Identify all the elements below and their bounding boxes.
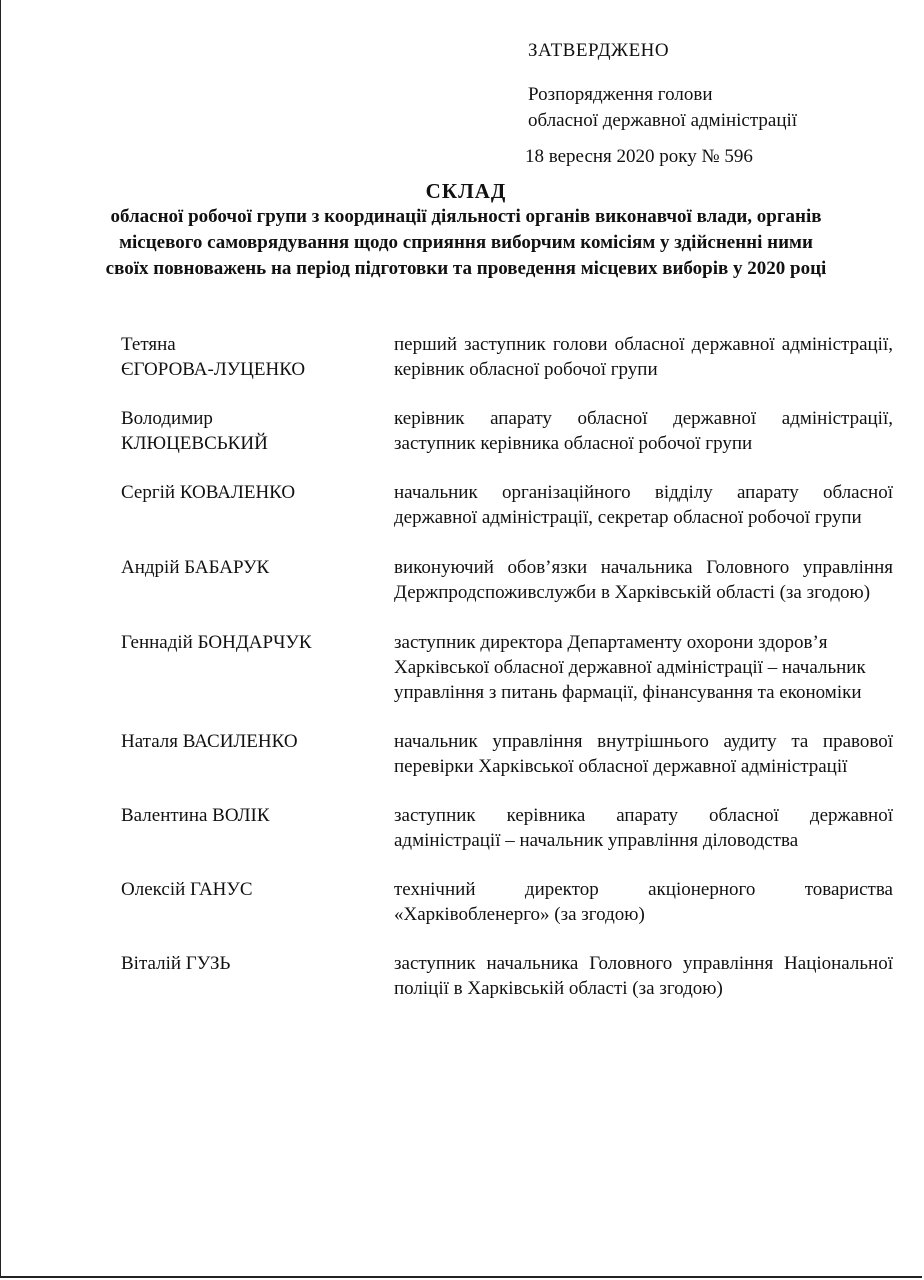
- member-name: [121, 951, 394, 1001]
- member-name: [121, 630, 394, 705]
- member-position: начальник управління внутрішнього аудиту та правової перевірки Харківської обласної державної адміністрації: [394, 731, 893, 777]
- member-position: заступник керівника апарату обласної державної адміністрації – начальник управління діловодства: [394, 805, 893, 851]
- member-name: [121, 406, 394, 456]
- decree-line-2: обласної державної адміністрації: [528, 110, 798, 131]
- member-name: [121, 480, 394, 530]
- member-last-name: ЄГОРОВА-ЛУЦЕНКО: [121, 359, 306, 380]
- member-position: заступник начальника Головного управління Національної поліції в Харківській області (за згодою): [394, 953, 893, 999]
- member-full-name: Андрій БАБАРУК: [121, 557, 270, 578]
- member-name: [121, 729, 394, 779]
- member-row: [121, 951, 893, 1001]
- member-position: заступник директора Департаменту охорони здоров’я Харківської обласної державної адміністрації – начальник управління з питань фармації, фінансування та економіки: [394, 632, 866, 703]
- decree-date: 18 вересня 2020 року № 596: [525, 146, 753, 167]
- member-row: [121, 630, 893, 705]
- member-position: перший заступник голови обласної державної адміністрації, керівник обласної робочої групи: [394, 334, 893, 380]
- member-full-name: Віталій ГУЗЬ: [121, 953, 231, 974]
- member-full-name: Валентина ВОЛІК: [121, 805, 270, 826]
- member-first-name: Тетяна: [121, 334, 176, 355]
- member-position: технічний директор акціонерного товариства «Харківобленерго» (за згодою): [394, 879, 893, 925]
- member-name: [121, 332, 394, 382]
- member-last-name: КЛЮЦЕВСЬКИЙ: [121, 433, 268, 454]
- member-row: [121, 729, 893, 779]
- member-name: [121, 803, 394, 853]
- member-name: [121, 877, 394, 927]
- members-list: [121, 332, 893, 1001]
- member-first-name: Володимир: [121, 408, 213, 429]
- member-full-name: Наталя ВАСИЛЕНКО: [121, 731, 298, 752]
- approved-label: ЗАТВЕРДЖЕНО: [528, 40, 670, 61]
- member-row: [121, 406, 893, 456]
- member-row: [121, 332, 893, 382]
- decree-line-1: Розпорядження голови: [528, 84, 713, 105]
- member-position: виконуючий обов’язки начальника Головного управління Держпродспоживслужби в Харківській області (за згодою): [394, 557, 893, 603]
- document-heading: СКЛАД: [425, 179, 507, 203]
- member-full-name: Сергій КОВАЛЕНКО: [121, 482, 296, 503]
- member-row: [121, 803, 893, 853]
- member-position: керівник апарату обласної державної адміністрації, заступник керівника обласної робочої групи: [394, 408, 893, 454]
- document-title-block: [101, 178, 831, 282]
- document-subtitle: обласної робочої групи з координації діяльності органів виконавчої влади, органів місцевого самоврядування щодо сприяння виборчим комісіям у здійсненні ними своїх повноважень на період підготовки та проведення місцевих виборів у 2020 році: [105, 206, 827, 279]
- member-row: [121, 480, 893, 530]
- member-full-name: Геннадій БОНДАРЧУК: [121, 632, 312, 653]
- member-row: [121, 555, 893, 605]
- member-position: начальник організаційного відділу апарату обласної державної адміністрації, секретар обласної робочої групи: [394, 482, 893, 528]
- approval-stamp-block: [525, 38, 888, 170]
- member-row: [121, 877, 893, 927]
- member-full-name: Олексій ГАНУС: [121, 879, 253, 900]
- member-name: [121, 555, 394, 605]
